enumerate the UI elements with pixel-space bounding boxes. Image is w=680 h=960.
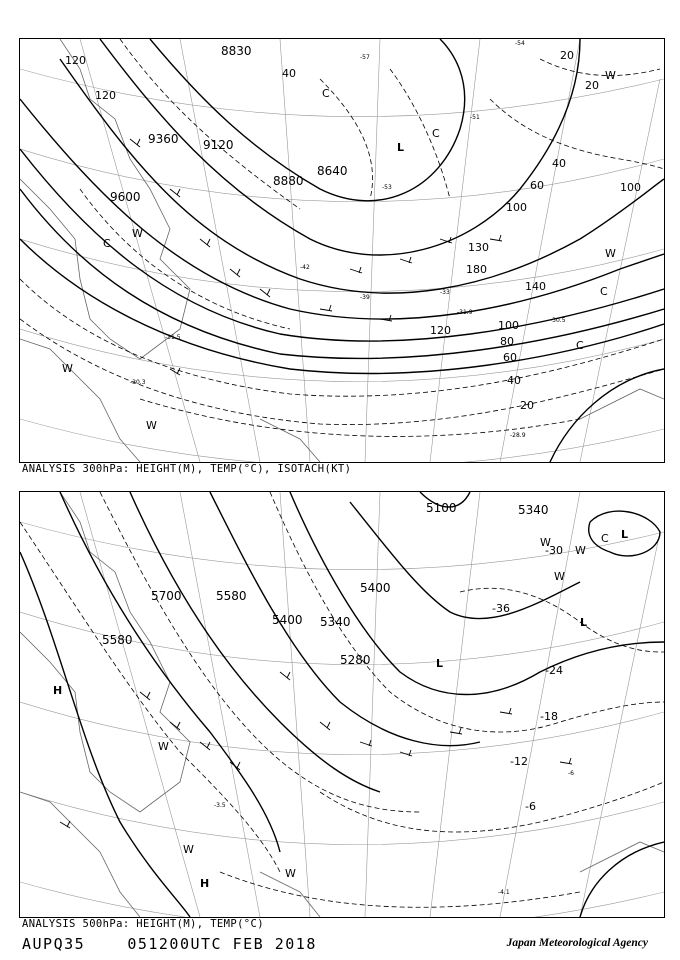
product-code: AUPQ35 [22,935,86,953]
temp-label: -51 [470,114,480,121]
low-center: L [621,528,629,541]
caption-300hpa: ANALYSIS 300hPa: HEIGHT(M), TEMP(°C), ISOTACH(KT) [22,463,352,475]
cold-center: C [103,237,111,250]
warm-center: W [158,740,169,753]
temp-label: -3.5 [214,802,226,809]
chart-300hpa [19,38,665,463]
height-label: 9360 [148,132,179,146]
isotach-label: 120 [65,54,86,67]
height-label: 9120 [203,138,234,152]
temp-label: -31.5 [165,334,181,341]
warm-center: W [285,867,296,880]
warm-center: W [132,227,143,240]
isotach-label: 80 [500,335,514,348]
temp-label: -33 [440,289,450,296]
isotach-label: 40 [552,157,566,170]
temp-label: -30 [545,544,563,557]
height-label: 9600 [110,190,141,204]
isotach-label: 120 [95,89,116,102]
isotach-contours [20,39,664,436]
isotach-label: 40 [507,374,521,387]
isotach-label: 20 [585,79,599,92]
warm-center: W [146,419,157,432]
temp-label: -4.1 [498,889,510,896]
isotach-label: 180 [466,263,487,276]
temp-label: -30.5 [550,317,566,324]
isotach-label: 100 [620,181,641,194]
warm-center: W [575,544,586,557]
warm-center: W [183,843,194,856]
caption-500hpa: ANALYSIS 500hPa: HEIGHT(M), TEMP(°C) [22,918,264,930]
isotach-label: 130 [468,241,489,254]
low-center: L [436,657,444,670]
warm-center: W [605,247,616,260]
height-label: 5580 [102,633,133,647]
temp-label: -53 [382,184,392,191]
height-contours [20,39,664,462]
warm-center: W [605,69,616,82]
temp-label: -57 [360,54,370,61]
warm-center: W [540,536,551,549]
height-label: 5280 [340,653,371,667]
cold-center: C [601,532,609,545]
isotach-label: 20 [520,399,534,412]
temp-label: -24 [545,664,563,677]
isotach-label: 120 [430,324,451,337]
temp-label: -18 [540,710,558,723]
height-label: 8830 [221,44,252,58]
wind-barbs [130,139,502,375]
low-center: L [397,141,405,154]
chart-500hpa [19,491,665,918]
height-label: 5400 [360,581,391,595]
agency-name: Japan Meteorological Agency [506,937,648,949]
isotach-label: 100 [498,319,519,332]
coastline [20,492,664,917]
temp-contours [20,492,664,907]
height-label: 5340 [518,503,549,517]
isotach-label: 100 [506,201,527,214]
temp-label: -42 [300,264,310,271]
temp-label: -30.3 [130,379,146,386]
valid-time: 051200UTC FEB 2018 [127,935,317,953]
isotach-label: 20 [560,49,574,62]
height-label: 5100 [426,501,457,515]
isotach-label: 40 [282,67,296,80]
temp-label: -28.9 [510,432,526,439]
high-center: H [200,877,210,890]
temp-label: -31.9 [457,309,473,316]
isotach-label: 60 [503,351,517,364]
temp-label: -12 [510,755,528,768]
temp-label: -6 [525,800,536,813]
map-500hpa [20,492,664,917]
height-label: 8640 [317,164,348,178]
height-contours [20,492,664,917]
height-label: 5580 [216,589,247,603]
cold-center: C [432,127,440,140]
temp-label: -36 [492,602,510,615]
temp-label: -54 [515,40,525,47]
warm-center: W [554,570,565,583]
height-label: 5340 [320,615,351,629]
warm-center: W [62,362,73,375]
cold-center: C [322,87,330,100]
cold-center: C [576,339,584,352]
graticule [20,492,664,917]
height-label: 5700 [151,589,182,603]
temp-label: -6 [568,770,574,777]
isotach-label: 60 [530,179,544,192]
height-label: 8880 [273,174,304,188]
height-label: 5400 [272,613,303,627]
cold-center: C [600,285,608,298]
temp-label: -39 [360,294,370,301]
isotach-label: 140 [525,280,546,293]
high-center: H [53,684,63,697]
product-id [22,935,317,953]
map-300hpa [20,39,664,462]
low-center: L [580,616,588,629]
